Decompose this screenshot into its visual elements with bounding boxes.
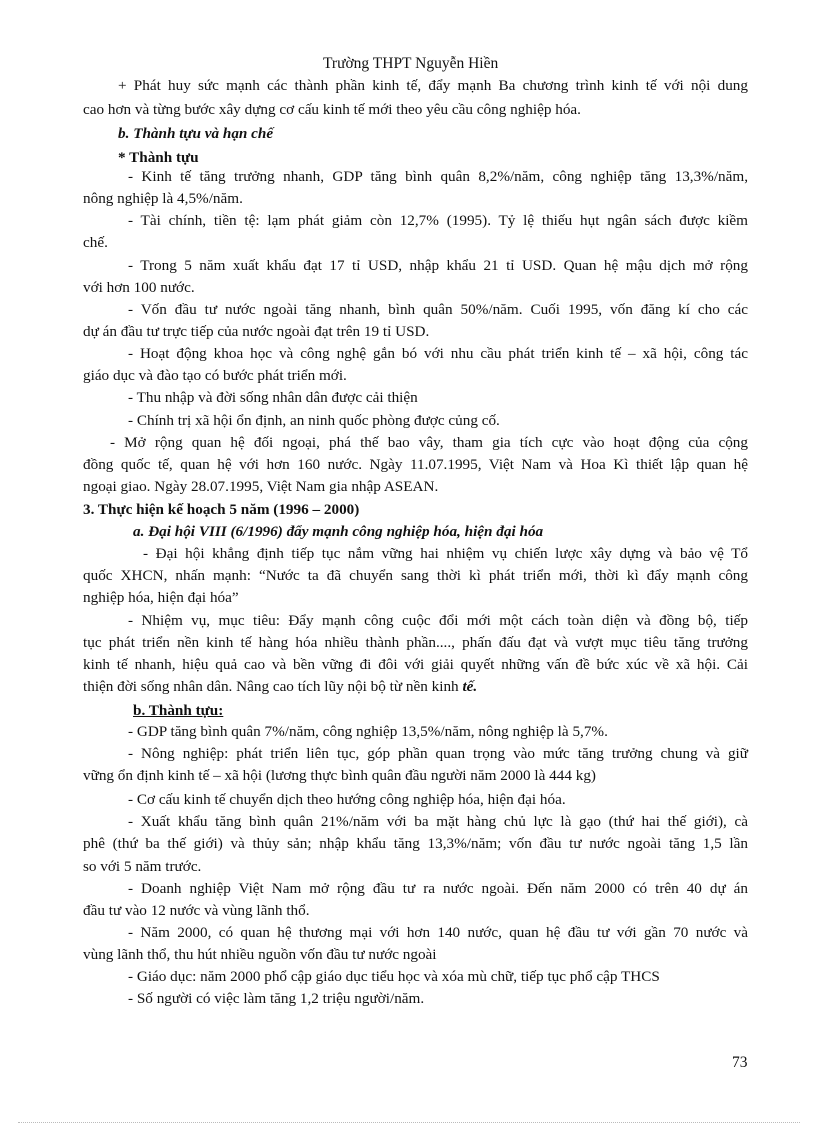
paragraph-line: - Xuất khẩu tăng bình quân 21%/năm với ba mặt hàng chủ lực là gạo (thứ hai thế giới), cà	[128, 813, 748, 830]
page-header: Trường THPT Nguyễn Hiền	[323, 55, 499, 72]
paragraph-line: quốc XHCN, nhấn mạnh: “Nước ta đã chuyển sang thời kì phát triển mới, thời kì đẩy mạnh công	[83, 567, 748, 584]
paragraph-line: ngoại giao. Ngày 28.07.1995, Việt Nam gia nhập ASEAN.	[83, 478, 439, 495]
paragraph-line: - Nông nghiệp: phát triển liên tục, góp phần quan trọng vào mức tăng trưởng chung và giữ	[128, 745, 748, 762]
paragraph-line: - Trong 5 năm xuất khẩu đạt 17 tỉ USD, nhập khẩu 21 tỉ USD. Quan hệ mậu dịch mở rộng	[128, 257, 748, 274]
paragraph-line: kinh tế nhanh, hiệu quả cao và bền vững đi đôi với giải quyết những vấn đề bức xúc về xã hội. Cải	[83, 656, 748, 673]
paragraph-line: đầu tư vào 12 nước và vùng lãnh thổ.	[83, 902, 310, 919]
paragraph-line: - Hoạt động khoa học và công nghệ gắn bó với nhu cầu phát triển kinh tế – xã hội, công tác	[128, 345, 748, 362]
paragraph-line: giáo dục và đào tạo có bước phát triển mới.	[83, 367, 347, 384]
paragraph-line: - Số người có việc làm tăng 1,2 triệu người/năm.	[128, 990, 425, 1007]
paragraph-line: - Giáo dục: năm 2000 phổ cập giáo dục tiểu học và xóa mù chữ, tiếp tục phổ cập THCS	[128, 968, 660, 985]
paragraph-line: đồng quốc tế, quan hệ với hơn 160 nước. Ngày 11.07.1995, Việt Nam và Hoa Kì thiết lập quan hệ	[83, 456, 748, 473]
paragraph-line: - Đại hội khẳng định tiếp tục nắm vững hai nhiệm vụ chiến lược xây dựng và bảo vệ Tổ	[143, 545, 748, 562]
paragraph-line: tục phát triển nền kinh tế hàng hóa nhiều thành phần...., phấn đấu đạt và vượt mục tiêu tăng trưởng	[83, 634, 748, 651]
paragraph-line: - Cơ cấu kinh tế chuyển dịch theo hướng công nghiệp hóa, hiện đại hóa.	[128, 791, 566, 808]
paragraph-line: - Vốn đầu tư nước ngoài tăng nhanh, bình quân 50%/năm. Cuối 1995, vốn đăng kí cho các	[128, 301, 748, 318]
section-heading: 3. Thực hiện kế hoạch 5 năm (1996 – 2000)	[83, 501, 360, 518]
paragraph-line: - Thu nhập và đời sống nhân dân được cải thiện	[128, 389, 418, 406]
paragraph-line: nông nghiệp là 4,5%/năm.	[83, 190, 243, 207]
paragraph-line: dự án đầu tư trực tiếp của nước ngoài đạt trên 19 tỉ USD.	[83, 323, 430, 340]
paragraph-line: - Năm 2000, có quan hệ thương mại với hơn 140 nước, quan hệ đầu tư với gần 70 nước và	[128, 924, 748, 941]
paragraph-line: vùng lãnh thổ, thu hút nhiều nguồn vốn đầu tư nước ngoài	[83, 946, 437, 963]
paragraph-line: - GDP tăng bình quân 7%/năm, công nghiệp 13,5%/năm, nông nghiệp là 5,7%.	[128, 723, 608, 740]
section-heading: b. Thành tựu:	[133, 702, 224, 719]
paragraph-text-emphasis: tế.	[462, 678, 478, 695]
paragraph-line: với hơn 100 nước.	[83, 279, 195, 296]
paragraph-line: nghiệp hóa, hiện đại hóa”	[83, 589, 239, 606]
subsection-heading: * Thành tựu	[118, 149, 199, 166]
paragraph-line: - Mở rộng quan hệ đối ngoại, phá thế bao vây, tham gia tích cực vào hoạt động của cộng	[110, 434, 748, 451]
paragraph-line	[83, 677, 477, 697]
paragraph-text: thiện đời sống nhân dân. Nâng cao tích lũy nội bộ từ nền kinh	[83, 678, 463, 695]
paragraph-line: phê (thứ ba thế giới) và thủy sản; nhập khẩu tăng 13,3%/năm; vốn đầu tư nước ngoài tăng 1,5 lần	[83, 835, 748, 852]
paragraph-line: - Doanh nghiệp Việt Nam mở rộng đầu tư ra nước ngoài. Đến năm 2000 có trên 40 dự án	[128, 880, 748, 897]
paragraph-line: cao hơn và từng bước xây dựng cơ cấu kinh tế mới theo yêu cầu công nghiệp hóa.	[83, 101, 581, 118]
page-number: 73	[732, 1054, 748, 1071]
paragraph-line: - Nhiệm vụ, mục tiêu: Đẩy mạnh công cuộc đổi mới một cách toàn diện và đồng bộ, tiếp	[128, 612, 748, 629]
paragraph-line: so với 5 năm trước.	[83, 858, 202, 875]
paragraph-line: - Kinh tế tăng trưởng nhanh, GDP tăng bình quân 8,2%/năm, công nghiệp tăng 13,3%/năm,	[128, 168, 748, 185]
paragraph-line: - Chính trị xã hội ổn định, an ninh quốc phòng được củng cố.	[128, 412, 500, 429]
paragraph-line: - Tài chính, tiền tệ: lạm phát giảm còn 12,7% (1995). Tỷ lệ thiếu hụt ngân sách được kiềm	[128, 212, 748, 229]
section-heading: a. Đại hội VIII (6/1996) đẩy mạnh công nghiệp hóa, hiện đại hóa	[133, 523, 544, 540]
paragraph-line: + Phát huy sức mạnh các thành phần kinh tế, đẩy mạnh Ba chương trình kinh tế với nội dung	[118, 77, 748, 94]
section-heading: b. Thành tựu và hạn chế	[118, 125, 274, 142]
paragraph-line: chế.	[83, 234, 108, 251]
paragraph-line: vững ổn định kinh tế – xã hội (lương thực bình quân đầu người năm 2000 là 444 kg)	[83, 767, 596, 784]
